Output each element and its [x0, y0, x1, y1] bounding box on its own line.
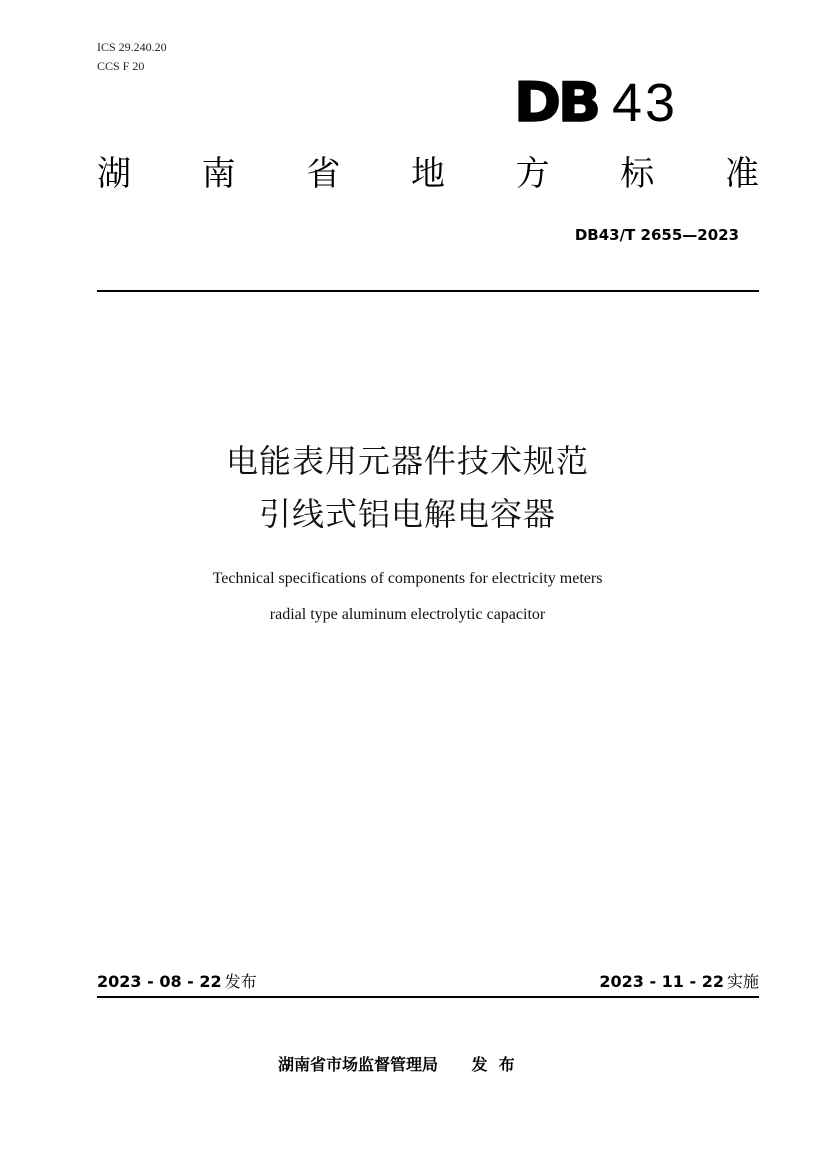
title-en-line-1: Technical specifications of components for electricity meters — [212, 570, 603, 587]
issuer-name: 湖南省市场监督管理局 — [278, 1055, 439, 1074]
implementation-date-value: 2023 - 11 - 22 — [599, 972, 724, 991]
issuer — [278, 1055, 515, 1075]
db-standard-mark — [514, 71, 679, 134]
implementation-date — [599, 972, 759, 992]
issue-date-value: 2023 - 08 - 22 — [97, 972, 222, 991]
ccs-code: CCS F 20 — [97, 59, 145, 73]
standard-type-heading — [97, 154, 759, 194]
bottom-divider — [97, 996, 759, 998]
implementation-date-label: 实施 — [726, 972, 759, 991]
standard-code: DB43/T 2655—2023 — [574, 226, 739, 244]
title-cn-line-2: 引线式铝电解电容器 — [258, 495, 556, 533]
standard-type-char: 方 — [515, 154, 550, 194]
title-en-line-2: radial type aluminum electrolytic capacitor — [269, 606, 546, 623]
standard-type-char: 省 — [306, 154, 341, 194]
standard-type-char: 地 — [410, 154, 445, 194]
ics-code: ICS 29.240.20 — [97, 40, 167, 54]
standard-type-char: 南 — [201, 154, 236, 194]
top-divider — [97, 290, 759, 292]
standard-type-char: 标 — [620, 154, 655, 194]
standard-type-char: 湖 — [97, 154, 131, 194]
standard-type-char: 准 — [724, 154, 759, 194]
title-cn-line-1: 电能表用元器件技术规范 — [225, 442, 589, 480]
db-logo: DB — [514, 71, 598, 134]
issuer-action: 发 布 — [471, 1055, 515, 1074]
issue-date-label: 发布 — [224, 972, 257, 991]
province-number: 43 — [611, 73, 679, 133]
issue-date — [97, 972, 257, 992]
